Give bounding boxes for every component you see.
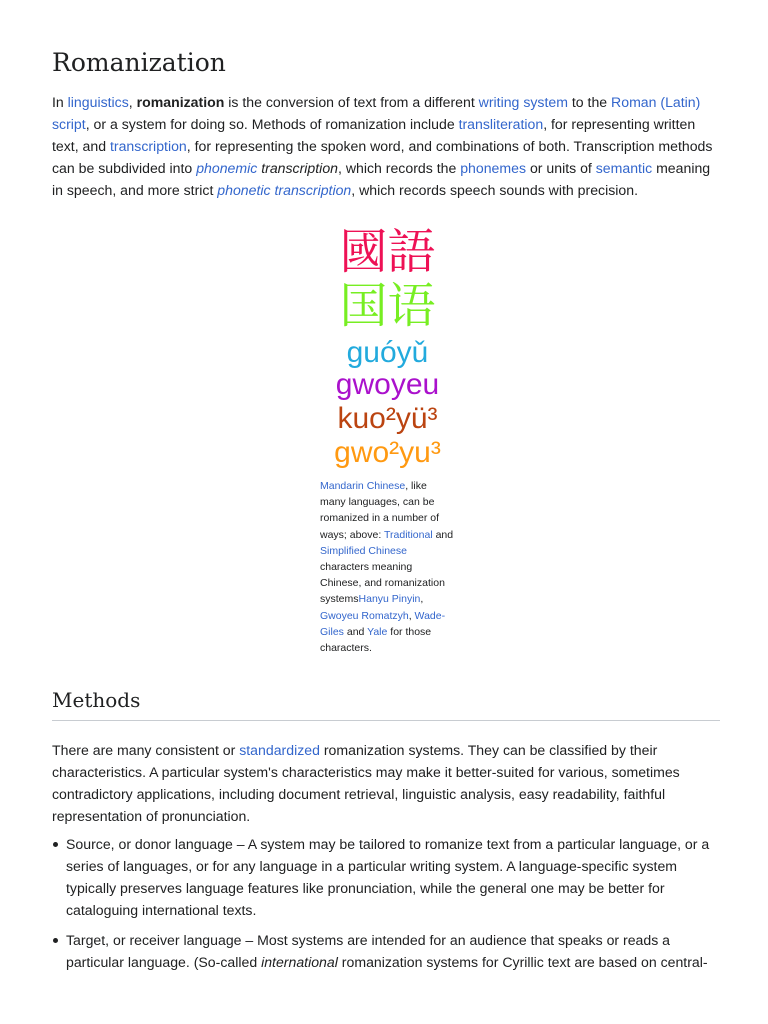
bullet-text: romanization systems for Cyrillic text are based on central- (337, 954, 708, 970)
intro-paragraph (52, 91, 720, 201)
link-transcription[interactable]: transcription (109, 138, 187, 154)
intro-text: , or a system for doing so. Methods of romanization include (85, 116, 459, 132)
link-phonemic[interactable]: phonemic (196, 160, 258, 176)
intro-text: In (52, 94, 68, 110)
simplified-chinese-text: 国语 (339, 278, 436, 334)
intro-text: , for representing the spoken word, and combinations of both. Transcription methods can be subdivided into (52, 138, 713, 176)
intro-text: to the (567, 94, 612, 110)
intro-text: is the conversion of text from a different (224, 94, 479, 110)
bullet-text: Target, or receiver language – Most systems are intended for an audience that speaks or reads a particular language. (So-called (66, 932, 671, 970)
link-writing-system[interactable]: writing system (478, 94, 568, 110)
methods-paragraph (52, 739, 720, 827)
link-linguistics[interactable]: linguistics (67, 94, 129, 110)
link-standardized[interactable]: standardized (239, 742, 320, 758)
link-phonetic-transcription[interactable]: phonetic transcription (217, 182, 352, 198)
link-transliteration[interactable]: transliteration (458, 116, 544, 132)
link-semantic[interactable]: semantic (595, 160, 653, 176)
wade-giles-text: kuo²yü³ (337, 402, 438, 435)
link-wade-giles[interactable]: Wade-Giles (320, 609, 446, 638)
intro-text: or units of (526, 160, 596, 176)
link-hanyu-pinyin[interactable]: Hanyu Pinyin (358, 593, 421, 606)
caption-text: , (420, 593, 424, 606)
romanization-figure (320, 224, 455, 472)
caption-text: for those characters. (320, 625, 432, 655)
page-title: Romanization (52, 48, 226, 77)
traditional-chinese-text: 國語 (339, 224, 436, 280)
caption-text: and (343, 625, 368, 638)
link-gwoyeu-romatzyh[interactable]: Gwoyeu Romatzyh (320, 609, 409, 622)
link-traditional[interactable]: Traditional (384, 528, 433, 541)
methods-text: romanization systems. They can be classified by their characteristics. A particular system's characteristics may make it better-suited for various, sometimes contradictory applications, including document retrieval, linguistic analysis, easy readability, faithful representation of pronunciation. (52, 742, 680, 824)
methods-bullet-list (52, 833, 720, 921)
list-item (52, 833, 720, 921)
intro-text: , which records speech sounds with precision. (351, 182, 638, 198)
methods-bullet-list (52, 929, 720, 973)
link-phonemes[interactable]: phonemes (460, 160, 527, 176)
intro-text: , which records the (338, 160, 461, 176)
intro-text: meaning in speech, and more strict (52, 160, 711, 198)
gwoyeu-romatzyh-text: gwoyeu (335, 368, 440, 401)
intro-text-italic: transcription (257, 160, 338, 176)
caption-text: characters meaning Chinese, and romanization systems (320, 561, 445, 606)
caption-text: , (408, 609, 415, 622)
figure-caption (320, 478, 455, 656)
bullet-text: Source, or donor language – A system may be tailored to romanize text from a particular language, or a series of languages, or for any language in a particular writing system. A language-specific system typically preserves language features like pronunciation, while the general one may be better for cataloguing international texts. (66, 836, 710, 918)
link-simplified-chinese[interactable]: Simplified Chinese (320, 544, 407, 557)
bold-term-romanization: romanization (136, 94, 225, 110)
section-heading-methods: Methods (52, 688, 720, 721)
link-yale[interactable]: Yale (367, 625, 388, 638)
bullet-icon (53, 842, 58, 847)
pinyin-text: guóyǔ (346, 336, 429, 369)
intro-text: , for representing written text, and (52, 116, 696, 154)
bullet-icon (53, 938, 58, 943)
caption-text: and (432, 528, 454, 541)
link-roman-latin-script[interactable]: Roman (Latin) script (52, 94, 701, 132)
bullet-text-italic: international (261, 954, 338, 970)
methods-text: There are many consistent or (52, 742, 240, 758)
yale-text: gwo²yu³ (334, 436, 441, 469)
list-item (52, 929, 720, 973)
link-mandarin-chinese[interactable]: Mandarin Chinese (320, 480, 406, 492)
intro-text: , (128, 94, 137, 110)
caption-text: , like many languages, can be romanized in a number of ways; above: (320, 480, 440, 541)
